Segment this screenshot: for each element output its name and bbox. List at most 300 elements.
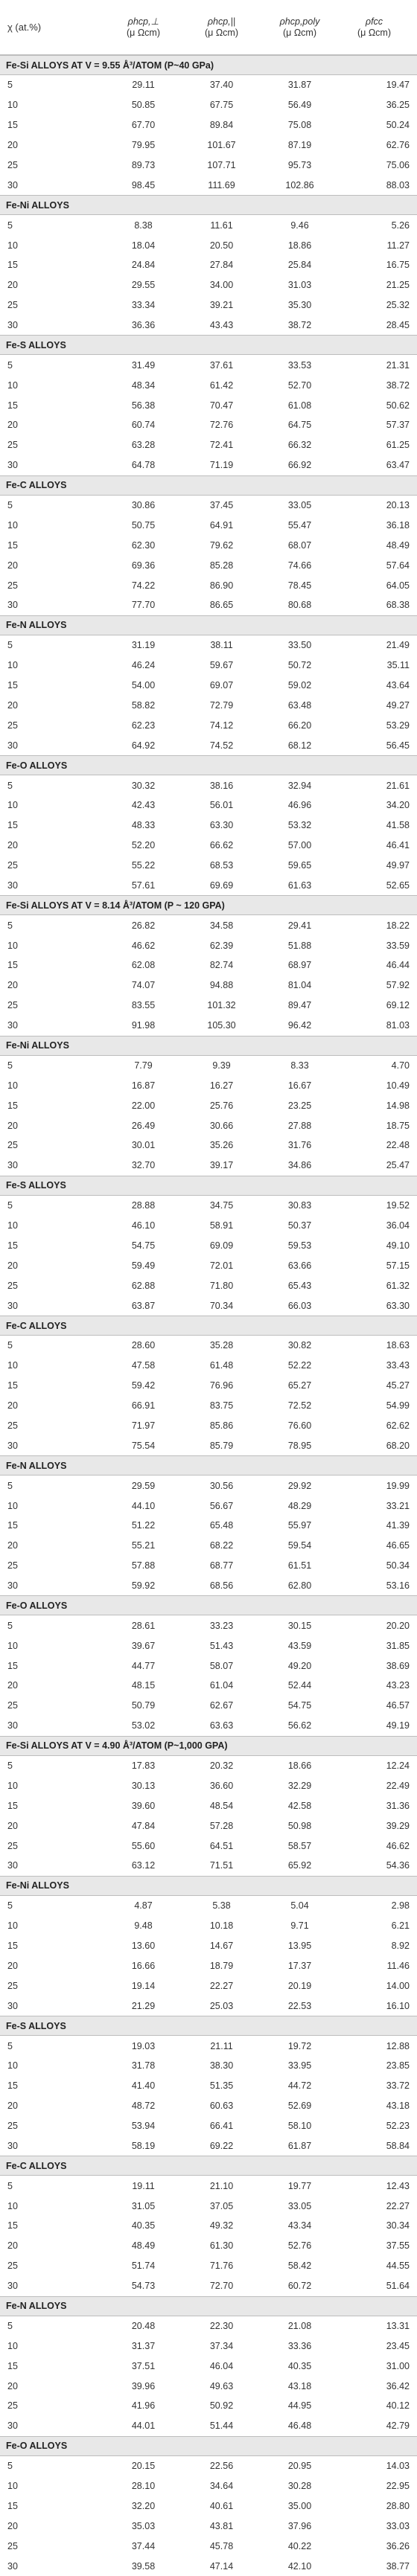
cell-value: 33.36 xyxy=(287,2340,312,2351)
cell-value: 33.34 xyxy=(131,300,156,311)
cell-value: 35.26 xyxy=(209,1140,234,1151)
table-row xyxy=(0,1115,417,1135)
cell-value: 62.23 xyxy=(131,720,156,731)
cell-value: 24.84 xyxy=(131,260,156,271)
cell-x: 15 xyxy=(7,120,18,131)
cell-value: 22.53 xyxy=(287,2000,312,2011)
cell-value: 53.02 xyxy=(131,1720,156,1731)
cell-value: 43.23 xyxy=(386,1680,410,1691)
cell-value: 56.38 xyxy=(131,400,156,411)
table-row xyxy=(0,1255,417,1275)
section-header xyxy=(0,195,417,215)
cell-value: 95.73 xyxy=(287,159,312,170)
cell-value: 72.01 xyxy=(209,1260,234,1271)
cell-value: 64.05 xyxy=(386,580,410,591)
section-header xyxy=(0,1036,417,1056)
cell-value: 64.75 xyxy=(287,420,312,431)
section-title: Fe-N ALLOYS xyxy=(6,620,67,631)
cell-value: 50.37 xyxy=(287,1220,312,1231)
cell-value: 66.92 xyxy=(287,460,312,471)
cell-value: 74.22 xyxy=(131,580,156,591)
cell-value: 46.62 xyxy=(131,940,156,951)
section-header xyxy=(0,2156,417,2176)
cell-value: 59.67 xyxy=(209,660,234,671)
cell-x: 30 xyxy=(7,2281,18,2292)
header-rho-hcp-par xyxy=(182,16,261,39)
cell-value: 57.37 xyxy=(386,420,410,431)
cell-value: 4.70 xyxy=(391,1060,410,1071)
cell-x: 20 xyxy=(7,1120,18,1131)
header-rho-fcc-unit: (μ Ωcm) xyxy=(357,27,391,38)
cell-x: 10 xyxy=(7,940,18,951)
cell-value: 18.63 xyxy=(386,1340,410,1351)
cell-value: 50.34 xyxy=(386,1560,410,1571)
cell-value: 45.78 xyxy=(209,2540,234,2551)
table-row xyxy=(0,775,417,795)
cell-value: 44.55 xyxy=(386,2261,410,2272)
cell-value: 62.67 xyxy=(209,1700,234,1711)
cell-value: 33.05 xyxy=(287,2200,312,2211)
cell-x: 15 xyxy=(7,400,18,411)
section-header xyxy=(0,615,417,635)
table-row xyxy=(0,1196,417,1216)
cell-value: 14.67 xyxy=(209,1941,234,1952)
cell-x: 10 xyxy=(7,100,18,111)
table-row xyxy=(0,2236,417,2256)
cell-value: 37.34 xyxy=(209,2340,234,2351)
cell-value: 46.24 xyxy=(131,660,156,671)
cell-value: 23.85 xyxy=(386,2060,410,2072)
cell-value: 48.34 xyxy=(131,379,156,391)
section-title: Fe-S ALLOYS xyxy=(6,339,66,350)
cell-value: 76.60 xyxy=(287,1420,312,1431)
table-row xyxy=(0,996,417,1016)
cell-value: 31.03 xyxy=(287,280,312,291)
table-row xyxy=(0,2356,417,2376)
cell-value: 53.16 xyxy=(386,1580,410,1591)
cell-value: 30.28 xyxy=(287,2481,312,2492)
cell-value: 46.04 xyxy=(209,2360,234,2371)
section-header xyxy=(0,1736,417,1756)
table-row xyxy=(0,1916,417,1936)
table-row xyxy=(0,1956,417,1976)
cell-value: 18.66 xyxy=(287,1760,312,1772)
cell-x: 25 xyxy=(7,860,18,871)
cell-value: 67.70 xyxy=(131,120,156,131)
cell-value: 37.40 xyxy=(209,80,234,91)
cell-value: 48.54 xyxy=(209,1800,234,1811)
cell-value: 33.95 xyxy=(287,2060,312,2072)
cell-value: 34.86 xyxy=(287,1160,312,1171)
cell-value: 75.08 xyxy=(287,120,312,131)
table-row xyxy=(0,95,417,115)
cell-value: 49.27 xyxy=(386,699,410,711)
cell-value: 61.42 xyxy=(209,379,234,391)
cell-value: 37.55 xyxy=(386,2240,410,2252)
cell-value: 30.15 xyxy=(287,1620,312,1631)
cell-value: 68.20 xyxy=(386,1440,410,1451)
cell-value: 43.34 xyxy=(287,2220,312,2231)
header-rho-hcp-poly-symbol: ρhcp,poly xyxy=(279,16,320,27)
table-row xyxy=(0,1896,417,1916)
cell-x: 5 xyxy=(7,1060,13,1071)
table-row xyxy=(0,1696,417,1716)
cell-x: 5 xyxy=(7,2461,13,2472)
cell-value: 33.03 xyxy=(386,2520,410,2531)
cell-value: 66.41 xyxy=(209,2121,234,2131)
cell-x: 5 xyxy=(7,80,13,91)
cell-value: 50.75 xyxy=(131,519,156,531)
cell-value: 37.44 xyxy=(131,2540,156,2551)
cell-value: 38.72 xyxy=(287,319,312,330)
cell-value: 51.35 xyxy=(209,2080,234,2092)
table-row xyxy=(0,2336,417,2356)
cell-value: 68.22 xyxy=(209,1540,234,1551)
cell-value: 58.82 xyxy=(131,699,156,711)
section-title: Fe-N ALLOYS xyxy=(6,1460,67,1471)
cell-value: 63.30 xyxy=(386,1300,410,1311)
cell-x: 5 xyxy=(7,1340,13,1351)
cell-value: 37.61 xyxy=(209,359,234,371)
cell-value: 50.85 xyxy=(131,100,156,111)
cell-x: 25 xyxy=(7,580,18,591)
cell-value: 46.10 xyxy=(131,1220,156,1231)
cell-value: 74.52 xyxy=(209,740,234,751)
table-row xyxy=(0,1095,417,1115)
cell-value: 43.18 xyxy=(287,2380,312,2391)
cell-value: 39.21 xyxy=(209,300,234,311)
cell-value: 31.87 xyxy=(287,80,312,91)
cell-value: 22.27 xyxy=(209,1980,234,1991)
cell-value: 39.29 xyxy=(386,1820,410,1831)
section-header xyxy=(0,755,417,775)
cell-value: 28.61 xyxy=(131,1620,156,1631)
cell-value: 66.20 xyxy=(287,720,312,731)
cell-value: 65.27 xyxy=(287,1380,312,1391)
cell-x: 10 xyxy=(7,1640,18,1651)
header-rho-hcp-poly-unit: (μ Ωcm) xyxy=(282,27,316,38)
table-row xyxy=(0,235,417,255)
cell-value: 22.48 xyxy=(386,1140,410,1151)
cell-value: 57.88 xyxy=(131,1560,156,1571)
cell-value: 16.67 xyxy=(287,1080,312,1091)
cell-value: 80.68 xyxy=(287,600,312,611)
cell-value: 88.03 xyxy=(386,179,410,190)
table-row xyxy=(0,2256,417,2276)
cell-value: 47.14 xyxy=(209,2560,234,2572)
section-header xyxy=(0,895,417,915)
cell-value: 39.67 xyxy=(131,1640,156,1651)
cell-x: 25 xyxy=(7,2261,18,2272)
cell-x: 10 xyxy=(7,519,18,531)
section-header xyxy=(0,2296,417,2316)
cell-x: 5 xyxy=(7,920,13,931)
cell-value: 76.96 xyxy=(209,1380,234,1391)
table-row xyxy=(0,975,417,996)
cell-value: 55.47 xyxy=(287,519,312,531)
table-row xyxy=(0,1776,417,1796)
cell-x: 20 xyxy=(7,1680,18,1691)
cell-value: 42.79 xyxy=(386,2420,410,2432)
cell-value: 20.95 xyxy=(287,2461,312,2472)
cell-x: 25 xyxy=(7,1980,18,1991)
table-row xyxy=(0,856,417,876)
cell-value: 54.99 xyxy=(386,1400,410,1412)
cell-value: 37.45 xyxy=(209,500,234,511)
cell-value: 51.64 xyxy=(386,2281,410,2292)
cell-value: 72.70 xyxy=(209,2281,234,2292)
cell-value: 55.60 xyxy=(131,1840,156,1851)
table-row xyxy=(0,2096,417,2116)
cell-value: 8.92 xyxy=(391,1941,410,1952)
cell-value: 79.62 xyxy=(209,539,234,551)
cell-value: 63.87 xyxy=(131,1300,156,1311)
cell-value: 22.95 xyxy=(386,2481,410,2492)
cell-x: 15 xyxy=(7,2220,18,2231)
cell-value: 31.36 xyxy=(386,1800,410,1811)
cell-value: 39.96 xyxy=(131,2380,156,2391)
cell-value: 28.10 xyxy=(131,2481,156,2492)
cell-value: 51.43 xyxy=(209,1640,234,1651)
header-x: χ (at.%) xyxy=(7,22,42,33)
section-title: Fe-Ni ALLOYS xyxy=(6,1040,69,1051)
cell-value: 12.88 xyxy=(386,2040,410,2051)
table-row xyxy=(0,2516,417,2536)
cell-value: 60.72 xyxy=(287,2281,312,2292)
cell-value: 62.08 xyxy=(131,960,156,971)
cell-value: 85.28 xyxy=(209,560,234,571)
cell-value: 49.19 xyxy=(386,1720,410,1731)
table-row xyxy=(0,415,417,435)
cell-value: 68.07 xyxy=(287,539,312,551)
cell-x: 25 xyxy=(7,2121,18,2131)
cell-x: 20 xyxy=(7,140,18,151)
cell-value: 40.22 xyxy=(287,2540,312,2551)
cell-value: 46.48 xyxy=(287,2420,312,2432)
cell-x: 25 xyxy=(7,1700,18,1711)
table-row xyxy=(0,1795,417,1816)
cell-value: 57.28 xyxy=(209,1820,234,1831)
table-row xyxy=(0,1576,417,1596)
table-row xyxy=(0,1075,417,1095)
table-row xyxy=(0,2476,417,2496)
table-row xyxy=(0,795,417,816)
header-rho-hcp-poly xyxy=(261,16,339,39)
cell-value: 48.29 xyxy=(287,1500,312,1511)
cell-value: 9.39 xyxy=(212,1060,231,1071)
cell-value: 27.88 xyxy=(287,1120,312,1131)
cell-value: 35.00 xyxy=(287,2500,312,2511)
header-rho-hcp-par-unit: (μ Ωcm) xyxy=(204,27,238,38)
table-row xyxy=(0,75,417,95)
cell-value: 27.84 xyxy=(209,260,234,271)
cell-value: 57.00 xyxy=(287,840,312,851)
section-title: Fe-C ALLOYS xyxy=(6,1320,67,1331)
cell-x: 5 xyxy=(7,1760,13,1772)
cell-value: 68.53 xyxy=(209,860,234,871)
table-row xyxy=(0,215,417,235)
cell-value: 81.03 xyxy=(386,1020,410,1031)
table-row xyxy=(0,1716,417,1736)
cell-value: 52.70 xyxy=(287,379,312,391)
cell-x: 30 xyxy=(7,1300,18,1311)
cell-value: 5.38 xyxy=(212,1900,231,1912)
cell-value: 63.28 xyxy=(131,440,156,451)
cell-value: 39.60 xyxy=(131,1800,156,1811)
cell-value: 71.97 xyxy=(131,1420,156,1431)
cell-value: 33.59 xyxy=(386,940,410,951)
table-row xyxy=(0,2136,417,2156)
cell-x: 25 xyxy=(7,1420,18,1431)
cell-value: 49.10 xyxy=(386,1240,410,1251)
cell-x: 10 xyxy=(7,240,18,251)
cell-value: 26.82 xyxy=(131,920,156,931)
cell-value: 63.63 xyxy=(209,1720,234,1731)
table-row xyxy=(0,2496,417,2516)
cell-x: 5 xyxy=(7,2320,13,2331)
cell-value: 81.04 xyxy=(287,980,312,991)
cell-value: 83.75 xyxy=(209,1400,234,1412)
cell-value: 25.76 xyxy=(209,1100,234,1111)
cell-value: 56.49 xyxy=(287,100,312,111)
table-row xyxy=(0,1135,417,1156)
cell-value: 35.03 xyxy=(131,2520,156,2531)
cell-value: 38.77 xyxy=(386,2560,410,2572)
section-header xyxy=(0,2436,417,2456)
cell-value: 66.91 xyxy=(131,1400,156,1412)
cell-value: 18.04 xyxy=(131,240,156,251)
cell-value: 48.15 xyxy=(131,1680,156,1691)
cell-value: 14.00 xyxy=(386,1980,410,1991)
cell-value: 102.86 xyxy=(285,179,314,190)
cell-value: 42.58 xyxy=(287,1800,312,1811)
cell-value: 9.71 xyxy=(290,1920,309,1932)
cell-value: 4.87 xyxy=(134,1900,153,1912)
cell-value: 62.62 xyxy=(386,1420,410,1431)
cell-value: 41.96 xyxy=(131,2400,156,2412)
table-row xyxy=(0,1816,417,1836)
section-title: Fe-S ALLOYS xyxy=(6,1180,66,1191)
cell-x: 15 xyxy=(7,2080,18,2092)
cell-value: 38.11 xyxy=(210,640,233,651)
cell-value: 12.43 xyxy=(386,2180,410,2191)
cell-value: 61.08 xyxy=(287,400,312,411)
table-row xyxy=(0,2396,417,2416)
cell-x: 20 xyxy=(7,280,18,291)
table-row xyxy=(0,1216,417,1236)
cell-value: 8.33 xyxy=(290,1060,309,1071)
cell-value: 21.25 xyxy=(386,280,410,291)
cell-x: 30 xyxy=(7,319,18,330)
cell-value: 40.12 xyxy=(386,2400,410,2412)
cell-value: 72.79 xyxy=(209,699,234,711)
cell-value: 29.59 xyxy=(131,1480,156,1491)
cell-value: 30.13 xyxy=(131,1780,156,1791)
cell-value: 69.09 xyxy=(209,1240,234,1251)
cell-value: 33.43 xyxy=(386,1360,410,1371)
cell-value: 30.66 xyxy=(209,1120,234,1131)
cell-x: 20 xyxy=(7,1540,18,1551)
cell-x: 15 xyxy=(7,960,18,971)
table-row xyxy=(0,696,417,716)
header-rho-fcc xyxy=(339,16,417,39)
cell-value: 43.18 xyxy=(386,2101,410,2112)
cell-value: 19.77 xyxy=(287,2180,312,2191)
cell-value: 54.75 xyxy=(287,1700,312,1711)
cell-x: 10 xyxy=(7,1500,18,1511)
cell-value: 52.44 xyxy=(287,1680,312,1691)
cell-value: 50.62 xyxy=(386,400,410,411)
cell-value: 53.94 xyxy=(131,2121,156,2131)
cell-value: 57.15 xyxy=(386,1260,410,1271)
cell-value: 63.47 xyxy=(386,460,410,471)
cell-value: 9.48 xyxy=(134,1920,153,1932)
cell-value: 53.32 xyxy=(287,820,312,831)
cell-value: 83.55 xyxy=(131,1000,156,1011)
cell-value: 18.86 xyxy=(287,240,312,251)
cell-value: 55.22 xyxy=(131,860,156,871)
cell-value: 64.92 xyxy=(131,740,156,751)
cell-value: 43.64 xyxy=(386,680,410,691)
table-row xyxy=(0,915,417,935)
table-header xyxy=(0,0,417,55)
cell-value: 48.33 xyxy=(131,820,156,831)
table-row xyxy=(0,2116,417,2136)
cell-value: 74.66 xyxy=(287,560,312,571)
cell-value: 34.64 xyxy=(209,2481,234,2492)
cell-value: 11.61 xyxy=(210,220,233,231)
cell-x: 10 xyxy=(7,2200,18,2211)
cell-value: 29.55 xyxy=(131,280,156,291)
cell-value: 61.32 xyxy=(386,1280,410,1291)
table-row xyxy=(0,315,417,336)
cell-value: 20.20 xyxy=(386,1620,410,1631)
cell-value: 36.18 xyxy=(386,519,410,531)
cell-value: 48.49 xyxy=(386,539,410,551)
cell-value: 29.92 xyxy=(287,1480,312,1491)
cell-value: 59.42 xyxy=(131,1380,156,1391)
table-row xyxy=(0,875,417,895)
table-row xyxy=(0,1936,417,1956)
cell-value: 61.30 xyxy=(209,2240,234,2252)
cell-value: 22.49 xyxy=(386,1780,410,1791)
cell-value: 43.59 xyxy=(287,1640,312,1651)
cell-value: 41.40 xyxy=(131,2080,156,2092)
cell-value: 89.84 xyxy=(209,120,234,131)
cell-value: 63.66 xyxy=(287,1260,312,1271)
cell-value: 65.48 xyxy=(209,1520,234,1531)
cell-value: 68.97 xyxy=(287,960,312,971)
cell-value: 44.95 xyxy=(287,2400,312,2412)
section-title: Fe-O ALLOYS xyxy=(6,760,68,771)
cell-value: 31.00 xyxy=(386,2360,410,2371)
cell-value: 12.24 xyxy=(386,1760,410,1772)
cell-value: 68.56 xyxy=(209,1580,234,1591)
cell-x: 25 xyxy=(7,300,18,311)
cell-value: 22.27 xyxy=(386,2200,410,2211)
cell-value: 31.05 xyxy=(131,2200,156,2211)
table-row xyxy=(0,535,417,555)
cell-value: 35.30 xyxy=(287,300,312,311)
cell-value: 23.45 xyxy=(386,2340,410,2351)
cell-x: 5 xyxy=(7,1620,13,1631)
cell-value: 58.07 xyxy=(209,1660,234,1671)
cell-value: 59.54 xyxy=(287,1540,312,1551)
cell-value: 20.48 xyxy=(131,2320,156,2331)
cell-value: 56.62 xyxy=(287,1720,312,1731)
cell-value: 21.11 xyxy=(210,2040,233,2051)
cell-value: 21.10 xyxy=(209,2180,234,2191)
